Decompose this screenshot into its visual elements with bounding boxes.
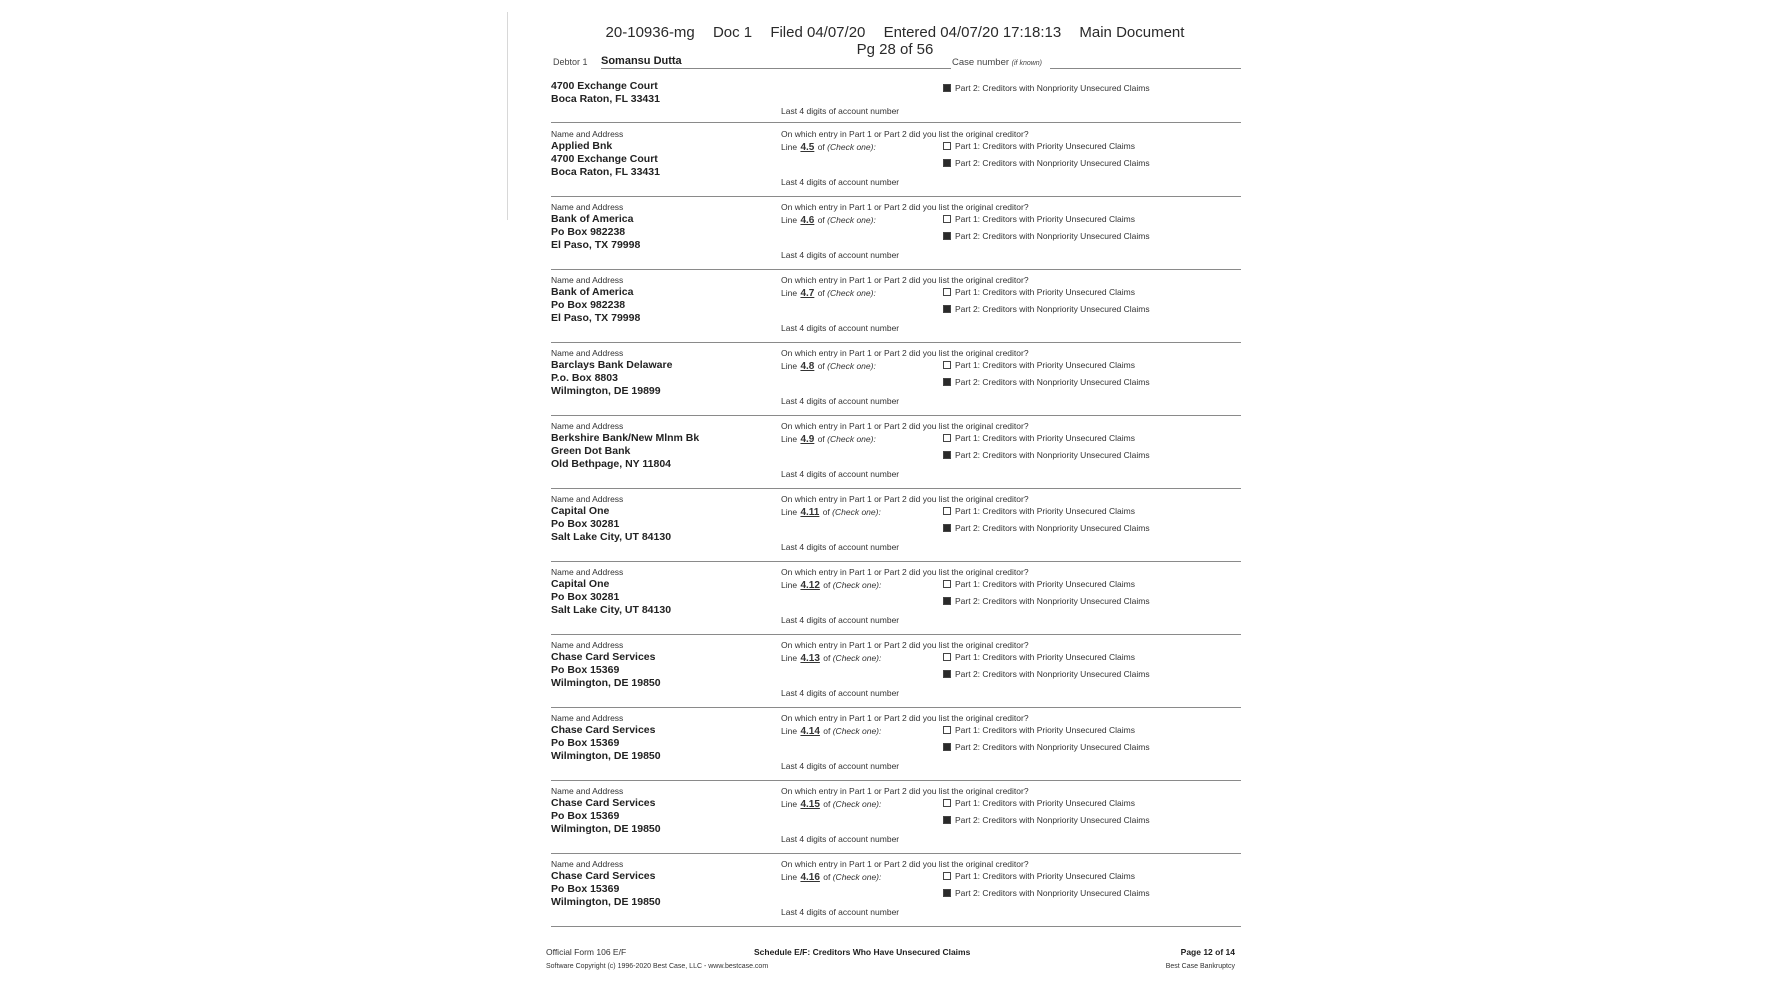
address-line: Salt Lake City, UT 84130 [551,531,672,543]
part1-option[interactable] [943,579,1135,589]
check-one-label: (Check one): [827,215,876,225]
name-address-label: Name and Address [551,859,624,869]
last4-label: Last 4 digits of account number [781,396,900,406]
part1-checkbox[interactable] [943,653,951,661]
case-number-stamp: 20-10936-mg [605,24,695,41]
check-one-label: (Check one): [832,799,882,809]
debtor-name: Somansu Dutta [601,55,951,69]
last4-label: Last 4 digits of account number [781,834,900,844]
last4-label: Last 4 digits of account number [781,323,900,333]
part1-checkbox[interactable] [943,288,951,296]
creditor-entry [551,853,1241,927]
part2-option[interactable] [943,450,1150,460]
part2-option[interactable] [943,231,1150,241]
creditor-entry [551,707,1241,781]
case-number-text: Case number [952,57,1010,68]
line-number: 4.7 [800,288,815,299]
debtor-row [553,54,1241,72]
part1-option[interactable] [943,360,1135,370]
creditor-entry [551,561,1241,635]
creditor-entry [551,634,1241,708]
address-line: Po Box 15369 [551,810,620,822]
part2-label: Part 2: Creditors with Nonpriority Unsecured Claims [955,231,1150,241]
question-text: On which entry in Part 1 or Part 2 did you list the original creditor? [781,275,1029,285]
last4-label: Last 4 digits of account number [781,542,900,552]
last4-label: Last 4 digits of account number [781,106,900,116]
part2-label: Part 2: Creditors with Nonpriority Unsecured Claims [955,596,1150,606]
part2-label: Part 2: Creditors with Nonpriority Unsecured Claims [955,742,1150,752]
address-line: Green Dot Bank [551,445,631,457]
of-word: of [815,142,828,152]
line-word: Line [781,361,800,371]
creditor-address [551,494,771,544]
question-text: On which entry in Part 1 or Part 2 did you list the original creditor? [781,713,1029,723]
part1-option[interactable] [943,214,1135,224]
part2-option[interactable] [943,742,1150,752]
of-word: of [820,653,833,663]
address-line: Wilmington, DE 19850 [551,750,661,762]
part2-option[interactable] [943,815,1150,825]
part2-option[interactable] [943,669,1150,679]
line-word: Line [781,580,800,590]
part2-checkbox[interactable] [943,84,951,92]
part1-checkbox[interactable] [943,142,951,150]
page-count-stamp: Pg 28 of 56 [856,41,934,58]
name-address-label: Name and Address [551,202,624,212]
question-text: On which entry in Part 1 or Part 2 did you list the original creditor? [781,859,1029,869]
doc-type-stamp: Main Document [1079,24,1185,41]
part1-label: Part 1: Creditors with Priority Unsecured Claims [955,725,1135,735]
part2-option[interactable] [943,377,1150,387]
question-text: On which entry in Part 1 or Part 2 did you list the original creditor? [781,421,1029,431]
ecf-header [546,24,1244,58]
address-line: Po Box 15369 [551,883,620,895]
creditor-entry [551,415,1241,489]
address-line: Po Box 15369 [551,737,620,749]
line-number: 4.13 [800,653,820,664]
creditor-entry [551,342,1241,416]
part1-label: Part 1: Creditors with Priority Unsecured Claims [955,652,1135,662]
part1-option[interactable] [943,725,1135,735]
part2-checkbox[interactable] [943,743,951,751]
part1-option[interactable] [943,871,1135,881]
address-line: Wilmington, DE 19899 [551,385,661,397]
filed-stamp: Filed 04/07/20 [770,24,866,41]
address-line: Po Box 15369 [551,664,620,676]
part1-label: Part 1: Creditors with Priority Unsecured Claims [955,871,1135,881]
creditor-address [551,859,771,909]
of-word: of [815,288,828,298]
last4-label: Last 4 digits of account number [781,761,900,771]
address-line: P.o. Box 8803 [551,372,618,384]
part2-option[interactable] [943,523,1150,533]
part2-label: Part 2: Creditors with Nonpriority Unsecured Claims [955,158,1150,168]
creditor-name: Chase Card Services [551,724,656,736]
name-address-label: Name and Address [551,713,624,723]
creditor-address [551,348,771,398]
doc-stamp: Doc 1 [712,24,753,41]
address-line: 4700 Exchange Court [551,80,658,92]
line-word: Line [781,726,800,736]
name-address-label: Name and Address [551,275,624,285]
of-word: of [815,361,828,371]
part1-checkbox[interactable] [943,361,951,369]
part2-checkbox[interactable] [943,305,951,313]
line-number: 4.12 [800,580,820,591]
line-word: Line [781,434,800,444]
last4-label: Last 4 digits of account number [781,469,900,479]
part2-option[interactable] [943,596,1150,606]
creditor-name: Berkshire Bank/New Mlnm Bk [551,432,700,444]
part2-checkbox[interactable] [943,451,951,459]
creditor-name: Chase Card Services [551,651,656,663]
part2-option[interactable] [943,888,1150,898]
part1-checkbox[interactable] [943,799,951,807]
line-number: 4.15 [800,799,820,810]
creditor-entry [551,269,1241,343]
document-page [546,0,1244,1000]
line-number: 4.16 [800,872,820,883]
question-text: On which entry in Part 1 or Part 2 did you list the original creditor? [781,786,1029,796]
case-number-field [1050,68,1241,69]
check-one-label: (Check one): [827,142,876,152]
entered-stamp: Entered 04/07/20 17:18:13 [883,24,1062,41]
part1-label: Part 1: Creditors with Priority Unsecured Claims [955,506,1135,516]
line-word: Line [781,799,800,809]
line-number: 4.8 [800,361,815,372]
part2-label: Part 2: Creditors with Nonpriority Unsecured Claims [955,815,1150,825]
creditor-name: Chase Card Services [551,797,656,809]
address-line: El Paso, TX 79998 [551,239,641,251]
address-line: Po Box 982238 [551,226,626,238]
case-known-note: (if known) [1011,60,1043,67]
part1-checkbox[interactable] [943,580,951,588]
name-address-label: Name and Address [551,640,624,650]
part2-checkbox[interactable] [943,159,951,167]
question-text: On which entry in Part 1 or Part 2 did you list the original creditor? [781,202,1029,212]
address-line: Wilmington, DE 19850 [551,896,661,908]
page-number: Page 12 of 14 [1180,947,1235,957]
creditor-address [551,786,771,836]
line-word: Line [781,215,800,225]
question-text: On which entry in Part 1 or Part 2 did you list the original creditor? [781,348,1029,358]
address-line: Boca Raton, FL 33431 [551,166,660,178]
part1-checkbox[interactable] [943,215,951,223]
part1-option[interactable] [943,433,1135,443]
part1-label: Part 1: Creditors with Priority Unsecured Claims [955,579,1135,589]
creditor-address [551,567,771,617]
line-word: Line [781,288,800,298]
name-address-label: Name and Address [551,348,624,358]
creditor-address [551,129,771,179]
line-number: 4.5 [800,142,815,153]
creditor-name: Bank of America [551,286,634,298]
part2-checkbox[interactable] [943,816,951,824]
part2-label: Part 2: Creditors with Nonpriority Unsecured Claims [955,83,1150,93]
part2-option[interactable] [943,304,1150,314]
line-number: 4.11 [800,507,820,518]
creditor-name: Bank of America [551,213,634,225]
creditor-address [551,421,771,471]
of-word: of [820,799,833,809]
part2-checkbox[interactable] [943,378,951,386]
name-address-label: Name and Address [551,567,624,577]
address-line: Boca Raton, FL 33431 [551,93,660,105]
line-number: 4.14 [800,726,820,737]
of-word: of [815,434,828,444]
scan-edge-line [507,12,508,220]
creditor-name: Capital One [551,578,610,590]
last4-label: Last 4 digits of account number [781,250,900,260]
address-line: 4700 Exchange Court [551,153,658,165]
creditor-entry [551,123,1241,197]
address-line: Salt Lake City, UT 84130 [551,604,672,616]
check-one-label: (Check one): [832,507,881,517]
check-one-label: (Check one): [827,434,876,444]
creditor-entry [551,196,1241,270]
part1-option[interactable] [943,652,1135,662]
line-number: 4.9 [800,434,815,445]
last4-label: Last 4 digits of account number [781,907,900,917]
part2-option[interactable] [943,83,1150,93]
part1-checkbox[interactable] [943,507,951,515]
case-number-label [952,57,1042,68]
part1-label: Part 1: Creditors with Priority Unsecured Claims [955,287,1135,297]
form-id: Official Form 106 E/F [546,947,627,957]
creditor-address [551,713,771,763]
address-line: El Paso, TX 79998 [551,312,641,324]
part1-option[interactable] [943,141,1135,151]
creditor-name: Chase Card Services [551,870,656,882]
part1-label: Part 1: Creditors with Priority Unsecured Claims [955,798,1135,808]
creditor-entry [551,488,1241,562]
software-brand: Best Case Bankruptcy [1165,963,1235,970]
part1-checkbox[interactable] [943,872,951,880]
check-one-label: (Check one): [827,361,876,371]
creditor-address [551,202,771,252]
address-line: Wilmington, DE 19850 [551,677,661,689]
part1-option[interactable] [943,798,1135,808]
line-word: Line [781,507,800,517]
of-word: of [820,507,833,517]
part2-label: Part 2: Creditors with Nonpriority Unsecured Claims [955,304,1150,314]
part2-checkbox[interactable] [943,597,951,605]
address-line: Po Box 30281 [551,518,620,530]
part2-checkbox[interactable] [943,524,951,532]
address-line: Old Bethpage, NY 11804 [551,458,672,470]
part2-option[interactable] [943,158,1150,168]
check-one-label: (Check one): [832,580,882,590]
line-number: 4.6 [800,215,815,226]
address-line: Wilmington, DE 19850 [551,823,661,835]
question-text: On which entry in Part 1 or Part 2 did you list the original creditor? [781,640,1029,650]
part2-label: Part 2: Creditors with Nonpriority Unsecured Claims [955,888,1150,898]
address-line: Po Box 982238 [551,299,626,311]
part1-label: Part 1: Creditors with Priority Unsecured Claims [955,360,1135,370]
address-line: Po Box 30281 [551,591,620,603]
creditor-entry-continued [551,78,1241,123]
part1-checkbox[interactable] [943,434,951,442]
part1-option[interactable] [943,506,1135,516]
part1-label: Part 1: Creditors with Priority Unsecured Claims [955,214,1135,224]
last4-label: Last 4 digits of account number [781,615,900,625]
check-one-label: (Check one): [827,288,876,298]
debtor-label: Debtor 1 [553,57,588,67]
creditor-address [551,80,771,106]
creditor-address [551,275,771,325]
last4-label: Last 4 digits of account number [781,177,900,187]
line-word: Line [781,142,800,152]
part1-checkbox[interactable] [943,726,951,734]
creditor-entry [551,780,1241,854]
check-one-label: (Check one): [832,726,882,736]
part2-checkbox[interactable] [943,889,951,897]
part2-label: Part 2: Creditors with Nonpriority Unsecured Claims [955,523,1150,533]
part2-label: Part 2: Creditors with Nonpriority Unsecured Claims [955,450,1150,460]
creditor-name: Capital One [551,505,610,517]
creditor-name: Barclays Bank Delaware [551,359,673,371]
name-address-label: Name and Address [551,421,624,431]
part1-option[interactable] [943,287,1135,297]
of-word: of [820,726,833,736]
creditor-address [551,640,771,690]
last4-label: Last 4 digits of account number [781,688,900,698]
part2-checkbox[interactable] [943,232,951,240]
name-address-label: Name and Address [551,494,624,504]
creditor-name: Applied Bnk [551,140,613,152]
part1-label: Part 1: Creditors with Priority Unsecured Claims [955,433,1135,443]
question-text: On which entry in Part 1 or Part 2 did you list the original creditor? [781,129,1029,139]
part1-label: Part 1: Creditors with Priority Unsecured Claims [955,141,1135,151]
part2-label: Part 2: Creditors with Nonpriority Unsecured Claims [955,377,1150,387]
question-text: On which entry in Part 1 or Part 2 did you list the original creditor? [781,494,1029,504]
question-text: On which entry in Part 1 or Part 2 did you list the original creditor? [781,567,1029,577]
part2-label: Part 2: Creditors with Nonpriority Unsecured Claims [955,669,1150,679]
part2-checkbox[interactable] [943,670,951,678]
line-word: Line [781,653,800,663]
of-word: of [820,580,833,590]
check-one-label: (Check one): [832,653,882,663]
schedule-title: Schedule E/F: Creditors Who Have Unsecured Claims [754,947,971,957]
software-copyright: Software Copyright (c) 1996-2020 Best Case, LLC - www.bestcase.com [546,963,769,970]
line-word: Line [781,872,800,882]
check-one-label: (Check one): [832,872,882,882]
name-address-label: Name and Address [551,129,624,139]
name-address-label: Name and Address [551,786,624,796]
of-word: of [820,872,833,882]
of-word: of [815,215,828,225]
